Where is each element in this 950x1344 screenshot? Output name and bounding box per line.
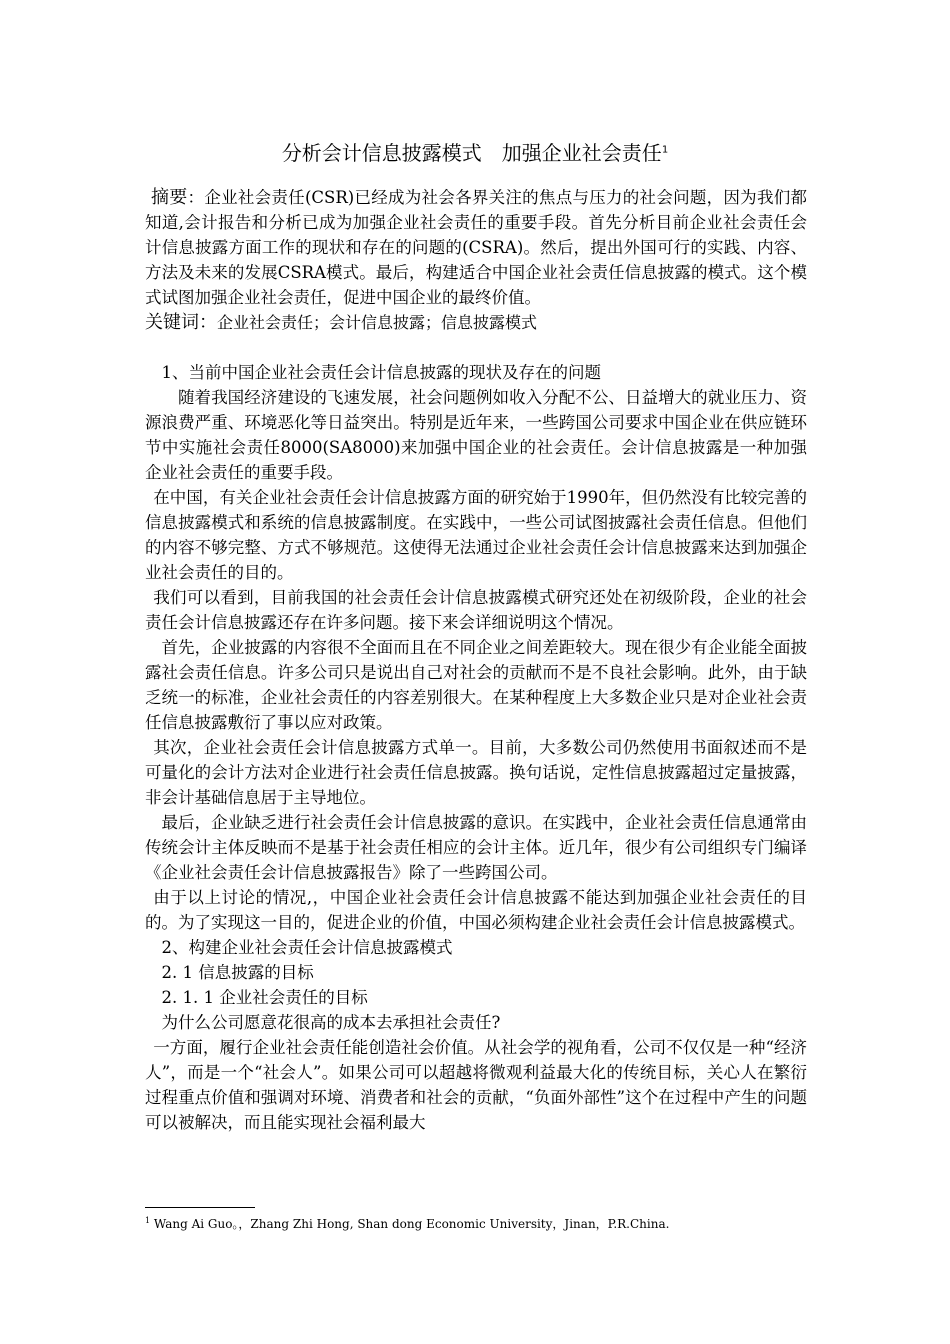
abstract-text: 企业社会责任(CSR)已经成为社会各界关注的焦点与压力的社会问题，因为我们都知道,会计报告和分析已成为加强企业社会责任的重要手段。首先分析目前企业社会责任会计信息披露方面工作的现状和存在的问题的(CSRA)。然后，提出外国可行的实践、内容、方法及未来的发展CSRA模式。最后，构建适合中国企业社会责任信息披露的模式。这个模式试图加强企业社会责任，促进中国企业的最终价值。	[145, 188, 808, 307]
blank-line	[145, 335, 807, 360]
paragraph-1: 随着我国经济建设的飞速发展，社会问题例如收入分配不公、日益增大的就业压力、资源浪费严重、环境恶化等日益突出。特别是近年来，一些跨国公司要求中国企业在供应链环节中实施社会责任8000(SA8000)来加强中国企业的社会责任。会计信息披露是一种加强企业社会责任的重要手段。	[145, 388, 807, 482]
page-title	[0, 138, 950, 168]
section-2-1-heading: 2. 1 信息披露的目标	[161, 963, 314, 982]
paragraph-6: 最后，企业缺乏进行社会责任会计信息披露的意识。在实践中，企业社会责任信息通常由传统会计主体反映而不是基于社会责任相应的会计主体。近几年，很少有公司组织专门编译《企业社会责任会计信息披露报告》除了一些跨国公司。	[145, 813, 807, 882]
paragraph-8: 为什么公司愿意花很高的成本去承担社会责任?	[161, 1013, 501, 1032]
paragraph-3: 我们可以看到，目前我国的社会责任会计信息披露模式研究还处在初级阶段，企业的社会责任会计信息披露还存在许多问题。接下来会详细说明这个情况。	[145, 588, 807, 632]
abstract-colon: ：	[187, 188, 205, 207]
footnote-separator	[145, 1207, 255, 1208]
footnote	[145, 1213, 845, 1232]
keywords-label: 关键词：	[145, 312, 217, 333]
paragraph-7: 由于以上讨论的情况,，中国企业社会责任会计信息披露不能达到加强企业社会责任的目的。为了实现这一目的，促进企业的价值，中国必须构建企业社会责任会计信息披露模式。	[145, 888, 807, 932]
title-text: 分析会计信息披露模式 加强企业社会责任	[281, 141, 662, 165]
section-2-heading: 2、构建企业社会责任会计信息披露模式	[161, 938, 453, 957]
paragraph-9: 一方面，履行企业社会责任能创造社会价值。从社会学的视角看，公司不仅仅是一种“经济人”，而是一个“社会人”。如果公司可以超越将微观利益最大化的传统目标，关心人在繁衍过程重点价值和强调对环境、消费者和社会的贡献，“负面外部性”这个在过程中产生的问题可以被解决，而且能实现社会福利最大	[145, 1038, 807, 1132]
abstract-paragraph	[145, 185, 807, 310]
title-footnote-mark: 1	[661, 144, 669, 156]
paragraph-4: 首先，企业披露的内容很不全面而且在不同企业之间差距较大。现在很少有企业能全面披露社会责任信息。许多公司只是说出自己对社会的贡献而不是不良社会影响。此外，由于缺乏统一的标准，企业社会责任的内容差别很大。在某种程度上大多数企业只是对企业社会责任信息披露敷衍了事以应对政策。	[145, 638, 807, 732]
section-2-1-1-heading: 2. 1. 1 企业社会责任的目标	[161, 988, 368, 1007]
section-1-heading: 1、当前中国企业社会责任会计信息披露的现状及存在的问题	[161, 363, 601, 382]
paragraph-2: 在中国，有关企业社会责任会计信息披露方面的研究始于1990年，但仍然没有比较完善的信息披露模式和系统的信息披露制度。在实践中，一些公司试图披露社会责任信息。但他们的内容不够完整、方式不够规范。这使得无法通过企业社会责任会计信息披露来达到加强企业社会责任的目的。	[145, 488, 807, 582]
abstract-label: 摘要	[151, 187, 188, 208]
footnote-text: Wang Ai Guo。，Zhang Zhi Hong, Shan dong Economic University，Jinan，P.R.China.	[150, 1217, 670, 1231]
paragraph-5: 其次，企业社会责任会计信息披露方式单一。目前，大多数公司仍然使用书面叙述而不是可量化的会计方法对企业进行社会责任信息披露。换句话说，定性信息披露超过定量披露，非会计基础信息居于主导地位。	[145, 738, 807, 807]
footnote-mark: 1	[145, 1216, 151, 1225]
keywords-text: 企业社会责任；会计信息披露；信息披露模式	[217, 313, 538, 332]
keywords-paragraph	[145, 310, 807, 335]
document-body	[145, 185, 807, 1135]
